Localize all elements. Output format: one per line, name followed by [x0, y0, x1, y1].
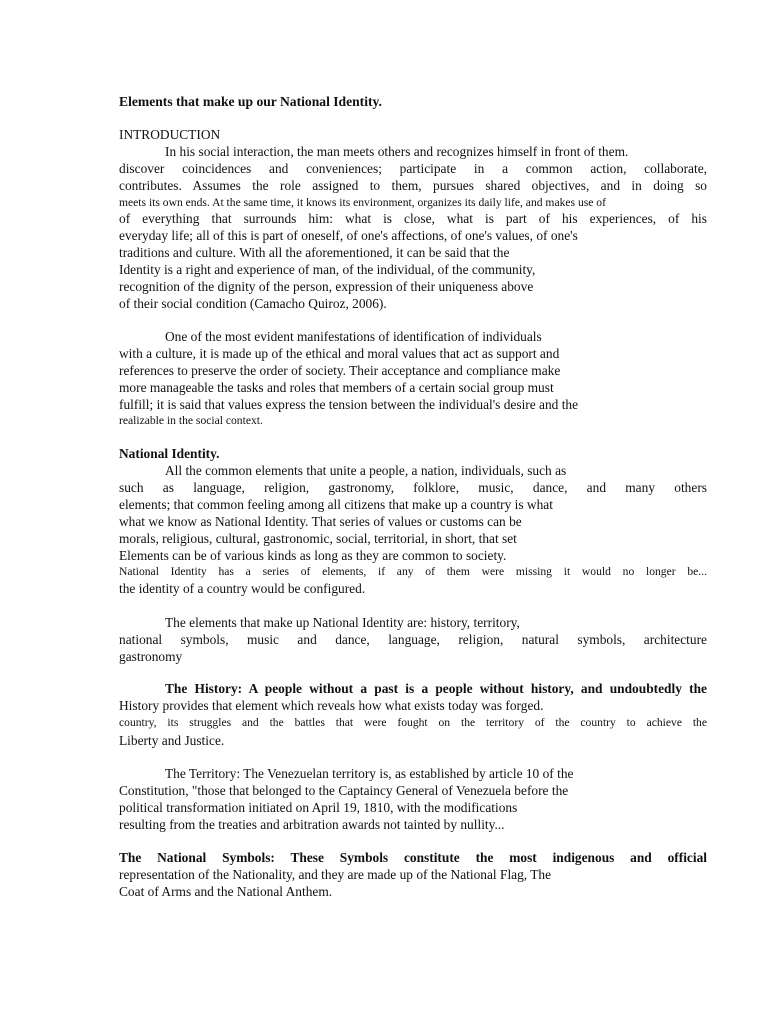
ni-p1-line: National Identity has a series of elements, if any of them were missing it would no longer be...	[119, 565, 707, 578]
intro-p1-line: Identity is a right and experience of man, of the individual, of the community,	[119, 262, 536, 277]
symbols-line: Coat of Arms and the National Anthem.	[119, 884, 333, 899]
territory-line: resulting from the treaties and arbitration awards not tainted by nullity...	[119, 817, 505, 832]
history-line: History provides that element which reveals how what exists today was forged.	[119, 698, 544, 713]
territory-line: Constitution, "those that belonged to the Captaincy General of Venezuela before the	[119, 783, 569, 798]
intro-p1-line: contributes. Assumes the role assigned to them, pursues shared objectives, and in doing so	[119, 178, 707, 193]
intro-p1-line: traditions and culture. With all the aforementioned, it can be said that the	[119, 245, 510, 260]
ni-p1-line: Elements can be of various kinds as long as they are common to society.	[119, 548, 507, 563]
intro-p2-line: with a culture, it is made up of the ethical and moral values that act as support and	[119, 346, 560, 361]
document-title: Elements that make up our National Identity.	[119, 94, 382, 109]
history-line: country, its struggles and the battles that were fought on the territory of the country to achieve the	[119, 716, 707, 729]
intro-p1-line: everyday life; all of this is part of oneself, of one's affections, of one's values, of one's	[119, 228, 578, 243]
intro-p1-line: discover coincidences and conveniences; participate in a common action, collaborate,	[119, 161, 707, 176]
ni-p1-line: what we know as National Identity. That series of values or customs can be	[119, 514, 522, 529]
intro-p2-line: One of the most evident manifestations of identification of individuals	[165, 329, 542, 344]
ni-p1-line: such as language, religion, gastronomy, folklore, music, dance, and many others	[119, 480, 707, 495]
territory-line: political transformation initiated on April 19, 1810, with the modifications	[119, 800, 518, 815]
ni-p1-line: the identity of a country would be configured.	[119, 581, 366, 596]
intro-p1-line: recognition of the dignity of the person, expression of their uniqueness above	[119, 279, 534, 294]
territory-line: The Territory: The Venezuelan territory is, as established by article 10 of the	[165, 766, 574, 781]
symbols-line: representation of the Nationality, and they are made up of the National Flag, The	[119, 867, 552, 882]
intro-p1-line: of their social condition (Camacho Quiroz, 2006).	[119, 296, 387, 311]
intro-p1-line: In his social interaction, the man meets others and recognizes himself in front of them.	[165, 144, 629, 159]
ni-p1-line: All the common elements that unite a people, a nation, individuals, such as	[165, 463, 567, 478]
intro-p2-line: fulfill; it is said that values express the tension between the individual's desire and the	[119, 397, 579, 412]
symbols-line: The National Symbols: These Symbols constitute the most indigenous and official	[119, 850, 707, 865]
ni-p2-line: gastronomy	[119, 649, 183, 664]
history-line: Liberty and Justice.	[119, 733, 225, 748]
intro-p2-line: more manageable the tasks and roles that members of a certain social group must	[119, 380, 554, 395]
ni-p2-line: The elements that make up National Identity are: history, territory,	[165, 615, 520, 630]
intro-p1-line: of everything that surrounds him: what is close, what is part of his experiences, of his	[119, 211, 707, 226]
ni-p1-line: elements; that common feeling among all citizens that make up a country is what	[119, 497, 553, 512]
ni-p2-line: national symbols, music and dance, language, religion, natural symbols, architecture	[119, 632, 707, 647]
intro-p2-line: references to preserve the order of society. Their acceptance and compliance make	[119, 363, 561, 378]
ni-p1-line: morals, religious, cultural, gastronomic, social, territorial, in short, that set	[119, 531, 517, 546]
history-line: The History: A people without a past is a people without history, and undoubtedly the	[165, 681, 707, 696]
introduction-heading: INTRODUCTION	[119, 127, 221, 142]
intro-p1-line: meets its own ends. At the same time, it knows its environment, organizes its daily life, and makes use of	[119, 196, 606, 209]
national-identity-heading: National Identity.	[119, 446, 220, 461]
intro-p2-line: realizable in the social context.	[119, 414, 263, 427]
